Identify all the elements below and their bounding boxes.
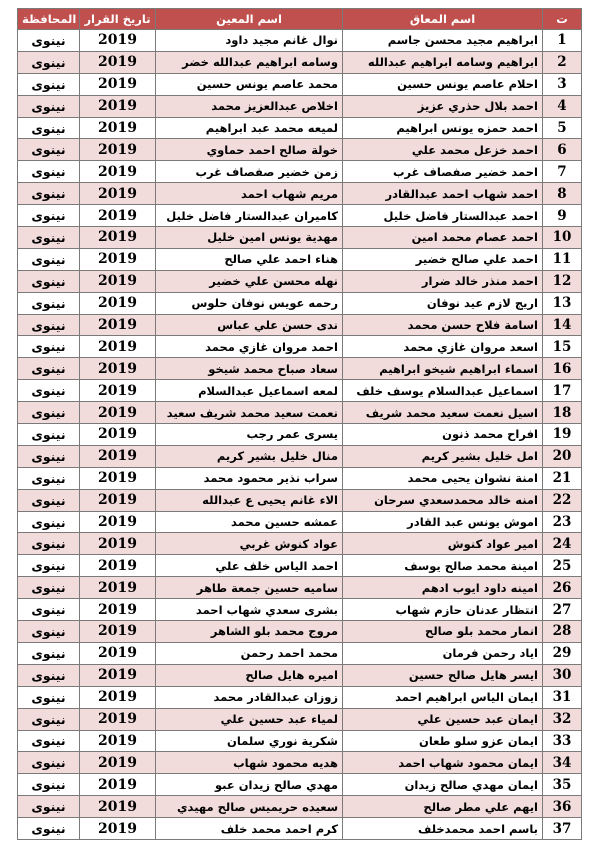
table-row [18, 708, 582, 730]
caregiver-name-cell: زوزان عبدالقادر محمد [156, 686, 343, 708]
caregiver-name-cell: عواد كنوش غربي [156, 533, 343, 555]
disabled-name-cell: افراح محمد ذنون [343, 424, 543, 446]
table-row [18, 752, 582, 774]
row-number-cell: 19 [543, 424, 582, 446]
disabled-name-cell: ابراهيم وسامه ابراهيم عبدالله [343, 51, 543, 73]
row-number-cell: 15 [543, 336, 582, 358]
table-row [18, 555, 582, 577]
row-number-cell: 21 [543, 467, 582, 489]
governorate-cell: نينوى [18, 577, 80, 599]
table-row [18, 730, 582, 752]
table-row [18, 774, 582, 796]
decision-year-cell: 2019 [80, 227, 156, 249]
caregiver-name-cell: خولة صالح احمد حماوي [156, 139, 343, 161]
decision-year-cell: 2019 [80, 752, 156, 774]
governorate-cell: نينوى [18, 730, 80, 752]
beneficiaries-sheet [17, 8, 581, 840]
decision-year-cell: 2019 [80, 621, 156, 643]
row-number-cell: 9 [543, 205, 582, 227]
decision-year-cell: 2019 [80, 489, 156, 511]
disabled-name-cell: احمد عصام محمد امين [343, 227, 543, 249]
table-row [18, 270, 582, 292]
disabled-name-cell: احمد شهاب احمد عبدالقادر [343, 183, 543, 205]
governorate-cell: نينوى [18, 599, 80, 621]
disabled-name-cell: اسماء ابراهيم شيخو ابراهيم [343, 358, 543, 380]
row-number-cell: 8 [543, 183, 582, 205]
table-row [18, 73, 582, 95]
row-number-cell: 32 [543, 708, 582, 730]
disabled-name-cell: احمد منذر خالد ضرار [343, 270, 543, 292]
caregiver-name-cell: زمن خضير صفصاف غرب [156, 161, 343, 183]
caregiver-name-cell: احمد مروان غازي محمد [156, 336, 343, 358]
governorate-cell: نينوى [18, 205, 80, 227]
governorate-cell: نينوى [18, 621, 80, 643]
row-number-cell: 12 [543, 270, 582, 292]
caregiver-name-cell: كاميران عبدالستار فاضل خليل [156, 205, 343, 227]
decision-year-cell: 2019 [80, 139, 156, 161]
table-row [18, 686, 582, 708]
governorate-cell: نينوى [18, 642, 80, 664]
disabled-name-cell: ايهم علي مطر صالح [343, 796, 543, 818]
decision-year-cell: 2019 [80, 664, 156, 686]
disabled-name-cell: باسم احمد محمدخلف [343, 818, 543, 840]
row-number-cell: 16 [543, 358, 582, 380]
table-row [18, 161, 582, 183]
decision-year-cell: 2019 [80, 73, 156, 95]
table-row [18, 577, 582, 599]
table-row [18, 424, 582, 446]
governorate-cell: نينوى [18, 30, 80, 52]
disabled-name-cell: امنه خالد محمدسعدي سرحان [343, 489, 543, 511]
row-number-cell: 37 [543, 818, 582, 840]
caregiver-name-cell: شكرية نوري سلمان [156, 730, 343, 752]
decision-year-cell: 2019 [80, 292, 156, 314]
decision-year-cell: 2019 [80, 30, 156, 52]
caregiver-name-cell: سعاد صباح محمد شيخو [156, 358, 343, 380]
decision-year-cell: 2019 [80, 51, 156, 73]
decision-year-cell: 2019 [80, 336, 156, 358]
table-row [18, 380, 582, 402]
decision-year-cell: 2019 [80, 818, 156, 840]
disabled-name-cell: احمد علي صالح خضير [343, 248, 543, 270]
caregiver-name-cell: هديه محمود شهاب [156, 752, 343, 774]
header-governorate: المحافظة [18, 9, 80, 30]
caregiver-name-cell: ندى حسن علي عباس [156, 314, 343, 336]
caregiver-name-cell: اميره هايل صالح [156, 664, 343, 686]
decision-year-cell: 2019 [80, 445, 156, 467]
header-decision-date: تاريخ القرار [80, 9, 156, 30]
decision-year-cell: 2019 [80, 117, 156, 139]
caregiver-name-cell: نعمت سعيد محمد شريف سعيد [156, 402, 343, 424]
row-number-cell: 20 [543, 445, 582, 467]
table-row [18, 599, 582, 621]
table-row [18, 51, 582, 73]
decision-year-cell: 2019 [80, 730, 156, 752]
governorate-cell: نينوى [18, 489, 80, 511]
caregiver-name-cell: وسامه ابراهيم عبدالله خضر [156, 51, 343, 73]
governorate-cell: نينوى [18, 445, 80, 467]
disabled-name-cell: امينه داود ايوب ادهم [343, 577, 543, 599]
governorate-cell: نينوى [18, 511, 80, 533]
disabled-name-cell: احمد خضير صفصاف غرب [343, 161, 543, 183]
disabled-name-cell: اموش يونس عبد القادر [343, 511, 543, 533]
beneficiaries-table [17, 8, 582, 840]
governorate-cell: نينوى [18, 95, 80, 117]
caregiver-name-cell: الاء غانم يحيى ع عبدالله [156, 489, 343, 511]
row-number-cell: 30 [543, 664, 582, 686]
governorate-cell: نينوى [18, 314, 80, 336]
disabled-name-cell: امينة محمد صالح يوسف [343, 555, 543, 577]
table-row [18, 445, 582, 467]
table-row [18, 314, 582, 336]
table-row [18, 358, 582, 380]
decision-year-cell: 2019 [80, 796, 156, 818]
decision-year-cell: 2019 [80, 183, 156, 205]
row-number-cell: 28 [543, 621, 582, 643]
disabled-name-cell: ايمان مهدي صالح زيدان [343, 774, 543, 796]
governorate-cell: نينوى [18, 183, 80, 205]
disabled-name-cell: ايمان عبد حسين علي [343, 708, 543, 730]
table-row [18, 467, 582, 489]
table-row [18, 336, 582, 358]
row-number-cell: 36 [543, 796, 582, 818]
caregiver-name-cell: لمعه اسماعيل عبدالسلام [156, 380, 343, 402]
row-number-cell: 1 [543, 30, 582, 52]
table-row [18, 227, 582, 249]
caregiver-name-cell: مروج محمد بلو الشاهر [156, 621, 343, 643]
decision-year-cell: 2019 [80, 577, 156, 599]
row-number-cell: 6 [543, 139, 582, 161]
table-row [18, 248, 582, 270]
decision-year-cell: 2019 [80, 161, 156, 183]
governorate-cell: نينوى [18, 402, 80, 424]
table-row [18, 139, 582, 161]
row-number-cell: 11 [543, 248, 582, 270]
table-row [18, 511, 582, 533]
decision-year-cell: 2019 [80, 686, 156, 708]
decision-year-cell: 2019 [80, 533, 156, 555]
disabled-name-cell: احمد عبدالستار فاضل خليل [343, 205, 543, 227]
caregiver-name-cell: لميعه محمد عبد ابراهيم [156, 117, 343, 139]
governorate-cell: نينوى [18, 139, 80, 161]
decision-year-cell: 2019 [80, 467, 156, 489]
caregiver-name-cell: مريم شهاب احمد [156, 183, 343, 205]
row-number-cell: 10 [543, 227, 582, 249]
caregiver-name-cell: نهله محسن علي خضير [156, 270, 343, 292]
caregiver-name-cell: محمد احمد رحمن [156, 642, 343, 664]
table-row [18, 402, 582, 424]
disabled-name-cell: انتظار عدنان حازم شهاب [343, 599, 543, 621]
row-number-cell: 18 [543, 402, 582, 424]
table-row [18, 818, 582, 840]
disabled-name-cell: اسماعيل عبدالسلام يوسف خلف [343, 380, 543, 402]
governorate-cell: نينوى [18, 380, 80, 402]
decision-year-cell: 2019 [80, 314, 156, 336]
disabled-name-cell: اسعد مروان غازي محمد [343, 336, 543, 358]
governorate-cell: نينوى [18, 336, 80, 358]
governorate-cell: نينوى [18, 227, 80, 249]
governorate-cell: نينوى [18, 774, 80, 796]
governorate-cell: نينوى [18, 818, 80, 840]
decision-year-cell: 2019 [80, 358, 156, 380]
caregiver-name-cell: سعيده حريميس صالح مهيدي [156, 796, 343, 818]
table-row [18, 621, 582, 643]
table-row [18, 292, 582, 314]
table-row [18, 796, 582, 818]
row-number-cell: 35 [543, 774, 582, 796]
caregiver-name-cell: سراب نذير محمود محمد [156, 467, 343, 489]
governorate-cell: نينوى [18, 555, 80, 577]
decision-year-cell: 2019 [80, 424, 156, 446]
row-number-cell: 17 [543, 380, 582, 402]
governorate-cell: نينوى [18, 358, 80, 380]
table-row [18, 489, 582, 511]
decision-year-cell: 2019 [80, 774, 156, 796]
caregiver-name-cell: عمشه حسين محمد [156, 511, 343, 533]
decision-year-cell: 2019 [80, 270, 156, 292]
table-body [18, 30, 582, 840]
row-number-cell: 2 [543, 51, 582, 73]
header-caregiver-name: اسم المعين [156, 9, 343, 30]
disabled-name-cell: احلام عاصم يونس حسين [343, 73, 543, 95]
governorate-cell: نينوى [18, 161, 80, 183]
row-number-cell: 23 [543, 511, 582, 533]
disabled-name-cell: ابراهيم مجيد محسن جاسم [343, 30, 543, 52]
caregiver-name-cell: مهدية يونس امين خليل [156, 227, 343, 249]
disabled-name-cell: امنة نشوان يحيى محمد [343, 467, 543, 489]
decision-year-cell: 2019 [80, 380, 156, 402]
disabled-name-cell: احمد بلال حذري عزيز [343, 95, 543, 117]
row-number-cell: 14 [543, 314, 582, 336]
caregiver-name-cell: مهدي صالح زيدان عبو [156, 774, 343, 796]
row-number-cell: 3 [543, 73, 582, 95]
governorate-cell: نينوى [18, 467, 80, 489]
table-row [18, 642, 582, 664]
row-number-cell: 25 [543, 555, 582, 577]
table-header-row [18, 9, 582, 30]
row-number-cell: 29 [543, 642, 582, 664]
disabled-name-cell: احمد خزعل محمد علي [343, 139, 543, 161]
row-number-cell: 33 [543, 730, 582, 752]
decision-year-cell: 2019 [80, 708, 156, 730]
caregiver-name-cell: منال خليل بشير كريم [156, 445, 343, 467]
governorate-cell: نينوى [18, 533, 80, 555]
governorate-cell: نينوى [18, 752, 80, 774]
table-row [18, 95, 582, 117]
disabled-name-cell: امير عواد كنوش [343, 533, 543, 555]
governorate-cell: نينوى [18, 686, 80, 708]
disabled-name-cell: انمار محمد بلو صالح [343, 621, 543, 643]
decision-year-cell: 2019 [80, 402, 156, 424]
disabled-name-cell: ايمان الياس ابراهيم احمد [343, 686, 543, 708]
caregiver-name-cell: اخلاص عبدالعزيز محمد [156, 95, 343, 117]
decision-year-cell: 2019 [80, 95, 156, 117]
row-number-cell: 5 [543, 117, 582, 139]
table-row [18, 117, 582, 139]
caregiver-name-cell: نوال غانم مجيد داود [156, 30, 343, 52]
governorate-cell: نينوى [18, 424, 80, 446]
governorate-cell: نينوى [18, 117, 80, 139]
caregiver-name-cell: رحمه عويس نوفان حلوس [156, 292, 343, 314]
caregiver-name-cell: بشرى سعدي شهاب احمد [156, 599, 343, 621]
caregiver-name-cell: كرم احمد محمد خلف [156, 818, 343, 840]
disabled-name-cell: ايسر هايل صالح حسين [343, 664, 543, 686]
governorate-cell: نينوى [18, 292, 80, 314]
row-number-cell: 4 [543, 95, 582, 117]
table-row [18, 30, 582, 52]
disabled-name-cell: احمد حمزه يونس ابراهيم [343, 117, 543, 139]
governorate-cell: نينوى [18, 51, 80, 73]
header-disabled-name: اسم المعاق [343, 9, 543, 30]
disabled-name-cell: ايمان محمود شهاب احمد [343, 752, 543, 774]
governorate-cell: نينوى [18, 270, 80, 292]
table-row [18, 183, 582, 205]
governorate-cell: نينوى [18, 248, 80, 270]
table-row [18, 664, 582, 686]
governorate-cell: نينوى [18, 796, 80, 818]
decision-year-cell: 2019 [80, 205, 156, 227]
governorate-cell: نينوى [18, 73, 80, 95]
header-number: ت [543, 9, 582, 30]
governorate-cell: نينوى [18, 708, 80, 730]
row-number-cell: 13 [543, 292, 582, 314]
row-number-cell: 22 [543, 489, 582, 511]
row-number-cell: 27 [543, 599, 582, 621]
caregiver-name-cell: لمياء عبد حسين علي [156, 708, 343, 730]
row-number-cell: 31 [543, 686, 582, 708]
disabled-name-cell: امل خليل بشير كريم [343, 445, 543, 467]
disabled-name-cell: اياد رحمن فرمان [343, 642, 543, 664]
disabled-name-cell: اسيل نعمت سعيد محمد شريف [343, 402, 543, 424]
decision-year-cell: 2019 [80, 599, 156, 621]
row-number-cell: 7 [543, 161, 582, 183]
row-number-cell: 26 [543, 577, 582, 599]
caregiver-name-cell: ساميه حسين جمعة طاهر [156, 577, 343, 599]
caregiver-name-cell: يسرى عمر رجب [156, 424, 343, 446]
decision-year-cell: 2019 [80, 248, 156, 270]
disabled-name-cell: اريج لازم عيد نوفان [343, 292, 543, 314]
caregiver-name-cell: احمد الياس خلف علي [156, 555, 343, 577]
row-number-cell: 24 [543, 533, 582, 555]
decision-year-cell: 2019 [80, 642, 156, 664]
table-row [18, 205, 582, 227]
row-number-cell: 34 [543, 752, 582, 774]
table-row [18, 533, 582, 555]
caregiver-name-cell: هناء احمد علي صالح [156, 248, 343, 270]
disabled-name-cell: اسامة فلاح حسن محمد [343, 314, 543, 336]
disabled-name-cell: ايمان عزو سلو طعان [343, 730, 543, 752]
caregiver-name-cell: محمد عاصم يونس حسين [156, 73, 343, 95]
decision-year-cell: 2019 [80, 511, 156, 533]
decision-year-cell: 2019 [80, 555, 156, 577]
governorate-cell: نينوى [18, 664, 80, 686]
